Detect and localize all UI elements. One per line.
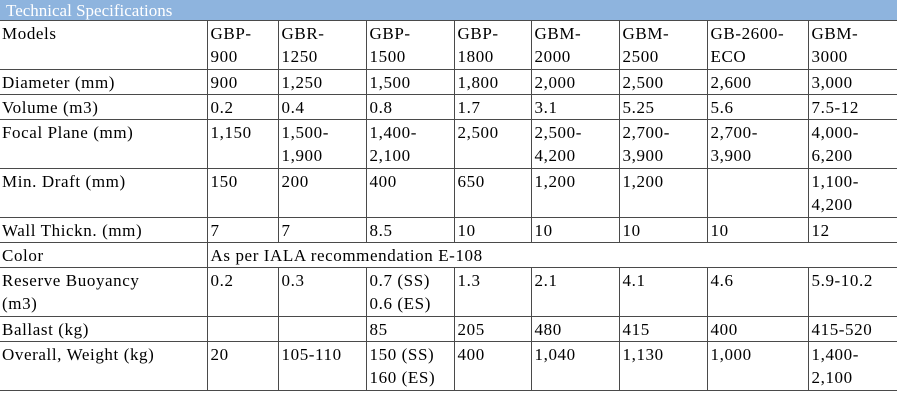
value-cell	[531, 169, 619, 218]
cell-text-line: 400	[369, 172, 397, 191]
cell-text-line: GBP-	[210, 24, 252, 43]
row-label-color	[0, 243, 207, 268]
value-cell	[366, 169, 454, 218]
row-label-diameter-mm	[0, 70, 207, 95]
cell-text-line: 150 (SS)	[369, 345, 435, 364]
value-cell	[531, 317, 619, 342]
cell-text-line: Ballast (kg)	[2, 320, 89, 339]
value-cell	[531, 95, 619, 120]
cell-text-line: 10	[622, 221, 641, 240]
row-label-reserve-buoyancy-m3	[0, 268, 207, 317]
value-cell	[207, 120, 278, 169]
cell-text-line: GBM-	[811, 24, 859, 43]
cell-text-line: 3,900	[622, 146, 664, 165]
table-row	[0, 95, 897, 120]
cell-text-line: 150	[210, 172, 238, 191]
cell-text-line: 1,200	[534, 172, 576, 191]
value-cell	[707, 268, 808, 317]
cell-text-line: 105-110	[281, 345, 342, 364]
cell-text-line: 1,100-	[811, 172, 860, 191]
cell-text-line: 1,900	[281, 146, 323, 165]
header-cell-gbm-2500	[619, 21, 707, 70]
cell-text-line: GBM-	[534, 24, 582, 43]
cell-text-line: 1,500-	[281, 123, 330, 142]
cell-text-line: 400	[710, 320, 738, 339]
cell-text-line: 900	[210, 73, 238, 92]
value-cell	[454, 268, 531, 317]
cell-text-line: Overall, Weight (kg)	[2, 345, 155, 364]
cell-text-line: 415-520	[811, 320, 873, 339]
row-label-overall-weight-kg	[0, 342, 207, 391]
cell-text-line: 0.3	[281, 271, 305, 290]
cell-text-line: Diameter (mm)	[2, 73, 116, 92]
cell-text-line: ECO	[710, 47, 747, 66]
value-cell	[454, 218, 531, 243]
cell-text-line: 1,040	[534, 345, 576, 364]
value-cell	[207, 317, 278, 342]
value-cell	[808, 342, 897, 391]
value-cell	[278, 95, 366, 120]
value-cell	[278, 317, 366, 342]
cell-text-line: 2,600	[710, 73, 752, 92]
cell-text-line: 2,000	[534, 73, 576, 92]
value-cell	[454, 70, 531, 95]
value-cell	[366, 218, 454, 243]
cell-text-line: 5.6	[710, 98, 734, 117]
cell-text-line: 415	[622, 320, 650, 339]
cell-text-line: 2.1	[534, 271, 558, 290]
table-row	[0, 70, 897, 95]
cell-text-line: 205	[457, 320, 485, 339]
cell-text-line: 1,000	[710, 345, 752, 364]
cell-text-line: 2,500	[622, 73, 664, 92]
header-cell-gbr-1250	[278, 21, 366, 70]
table-row	[0, 120, 897, 169]
cell-text-line: 1.7	[457, 98, 481, 117]
value-cell	[707, 342, 808, 391]
value-cell	[366, 268, 454, 317]
value-cell	[707, 169, 808, 218]
value-cell	[619, 317, 707, 342]
header-row	[0, 21, 897, 70]
header-cell-gbm-3000	[808, 21, 897, 70]
value-cell	[531, 218, 619, 243]
cell-text-line: 1,130	[622, 345, 664, 364]
cell-text-line: 0.2	[210, 271, 234, 290]
cell-text-line: 3,900	[710, 146, 752, 165]
cell-text-line: 8.5	[369, 221, 393, 240]
cell-text-line: 5.9-10.2	[811, 271, 873, 290]
value-cell	[278, 120, 366, 169]
header-cell-gbp-1500	[366, 21, 454, 70]
cell-text-line: 1,500	[369, 73, 411, 92]
cell-text-line: GB-2600-	[710, 24, 785, 43]
cell-text-line: GBR-	[281, 24, 325, 43]
cell-text-line: 1,250	[281, 73, 323, 92]
value-cell	[278, 268, 366, 317]
cell-text-line: 7.5-12	[811, 98, 860, 117]
cell-text-line: 7	[210, 221, 220, 240]
value-cell	[278, 169, 366, 218]
header-cell-gbp-900	[207, 21, 278, 70]
cell-text-line: 0.4	[281, 98, 305, 117]
table-row	[0, 317, 897, 342]
value-cell	[454, 169, 531, 218]
cell-text-line: 85	[369, 320, 388, 339]
value-cell	[808, 120, 897, 169]
cell-text-line: 2000	[534, 47, 571, 66]
cell-text-line: 10	[457, 221, 476, 240]
cell-text-line: 0.8	[369, 98, 393, 117]
value-cell	[531, 120, 619, 169]
cell-text-line: 400	[457, 345, 485, 364]
cell-text-line: 4.6	[710, 271, 734, 290]
cell-text-line: 1,150	[210, 123, 252, 142]
cell-text-line: 1,400-	[811, 345, 860, 364]
cell-text-line: As per IALA recommendation E-108	[210, 246, 483, 265]
value-cell	[619, 95, 707, 120]
cell-text-line: GBP-	[369, 24, 411, 43]
row-label-wall-thickn-mm	[0, 218, 207, 243]
cell-text-line: 1500	[369, 47, 406, 66]
value-cell	[366, 120, 454, 169]
cell-text-line: 2,100	[369, 146, 411, 165]
table-row	[0, 218, 897, 243]
value-cell	[707, 120, 808, 169]
value-cell	[454, 95, 531, 120]
cell-text-line: 4,000-	[811, 123, 860, 142]
value-cell	[619, 268, 707, 317]
value-cell	[619, 169, 707, 218]
value-cell	[808, 169, 897, 218]
cell-text-line: 12	[811, 221, 830, 240]
value-cell	[707, 317, 808, 342]
cell-text-line: 900	[210, 47, 238, 66]
cell-text-line: 0.2	[210, 98, 234, 117]
cell-text-line: 20	[210, 345, 229, 364]
value-cell	[454, 120, 531, 169]
value-cell	[278, 218, 366, 243]
cell-text-line: 4,200	[534, 146, 576, 165]
header-cell-gbm-2000	[531, 21, 619, 70]
value-cell	[808, 218, 897, 243]
cell-text-line: Focal Plane (mm)	[2, 123, 134, 142]
spanning-value-cell	[207, 243, 897, 268]
header-cell-models	[0, 21, 207, 70]
value-cell	[278, 70, 366, 95]
cell-text-line: GBM-	[622, 24, 670, 43]
cell-text-line: 480	[534, 320, 562, 339]
cell-text-line: 0.6 (ES)	[369, 294, 431, 313]
value-cell	[366, 342, 454, 391]
cell-text-line: Models	[2, 24, 57, 43]
cell-text-line: 1.3	[457, 271, 481, 290]
spec-table-body	[0, 21, 897, 391]
cell-text-line: 1,800	[457, 73, 499, 92]
value-cell	[531, 70, 619, 95]
header-cell-gbp-1800	[454, 21, 531, 70]
value-cell	[454, 317, 531, 342]
cell-text-line: 160 (ES)	[369, 368, 436, 387]
cell-text-line: 6,200	[811, 146, 853, 165]
value-cell	[808, 95, 897, 120]
cell-text-line: GBP-	[457, 24, 499, 43]
cell-text-line: 200	[281, 172, 309, 191]
value-cell	[619, 218, 707, 243]
cell-text-line: 5.25	[622, 98, 655, 117]
value-cell	[207, 95, 278, 120]
value-cell	[707, 70, 808, 95]
value-cell	[454, 342, 531, 391]
cell-text-line: 2,500	[457, 123, 499, 142]
value-cell	[808, 317, 897, 342]
value-cell	[207, 342, 278, 391]
cell-text-line: 2,500-	[534, 123, 583, 142]
cell-text-line: 10	[710, 221, 729, 240]
value-cell	[619, 70, 707, 95]
cell-text-line: 1,400-	[369, 123, 418, 142]
cell-text-line: Volume (m3)	[2, 98, 99, 117]
cell-text-line: 1250	[281, 47, 318, 66]
value-cell	[207, 218, 278, 243]
row-label-min-draft-mm	[0, 169, 207, 218]
value-cell	[366, 95, 454, 120]
cell-text-line: 650	[457, 172, 485, 191]
table-row	[0, 342, 897, 391]
cell-text-line: 2,700-	[622, 123, 671, 142]
value-cell	[531, 268, 619, 317]
cell-text-line: 4.1	[622, 271, 646, 290]
cell-text-line: 3,000	[811, 73, 853, 92]
value-cell	[207, 70, 278, 95]
value-cell	[619, 120, 707, 169]
row-label-focal-plane-mm	[0, 120, 207, 169]
value-cell	[531, 342, 619, 391]
value-cell	[707, 95, 808, 120]
value-cell	[808, 268, 897, 317]
cell-text-line: Wall Thickn. (mm)	[2, 221, 143, 240]
cell-text-line: (m3)	[2, 294, 38, 313]
row-label-ballast-kg	[0, 317, 207, 342]
value-cell	[207, 268, 278, 317]
table-row	[0, 268, 897, 317]
cell-text-line: Min. Draft (mm)	[2, 172, 126, 191]
cell-text-line: 10	[534, 221, 553, 240]
cell-text-line: 4,200	[811, 195, 853, 214]
value-cell	[808, 70, 897, 95]
table-row	[0, 243, 897, 268]
cell-text-line: 3000	[811, 47, 848, 66]
table-row	[0, 169, 897, 218]
cell-text-line: 0.7 (SS)	[369, 271, 431, 290]
header-cell-gb-2600-eco	[707, 21, 808, 70]
cell-text-line: 1,200	[622, 172, 664, 191]
cell-text-line: Color	[2, 246, 44, 265]
cell-text-line: 1800	[457, 47, 494, 66]
value-cell	[278, 342, 366, 391]
value-cell	[619, 342, 707, 391]
value-cell	[207, 169, 278, 218]
value-cell	[366, 317, 454, 342]
cell-text-line: Reserve Buoyancy	[2, 271, 140, 290]
cell-text-line: 3.1	[534, 98, 558, 117]
spec-table	[0, 21, 897, 391]
table-title: Technical Specifications	[0, 0, 897, 21]
cell-text-line: 7	[281, 221, 291, 240]
cell-text-line: 2,100	[811, 368, 853, 387]
cell-text-line: 2,700-	[710, 123, 759, 142]
cell-text-line: 2500	[622, 47, 659, 66]
value-cell	[707, 218, 808, 243]
row-label-volume-m3	[0, 95, 207, 120]
value-cell	[366, 70, 454, 95]
